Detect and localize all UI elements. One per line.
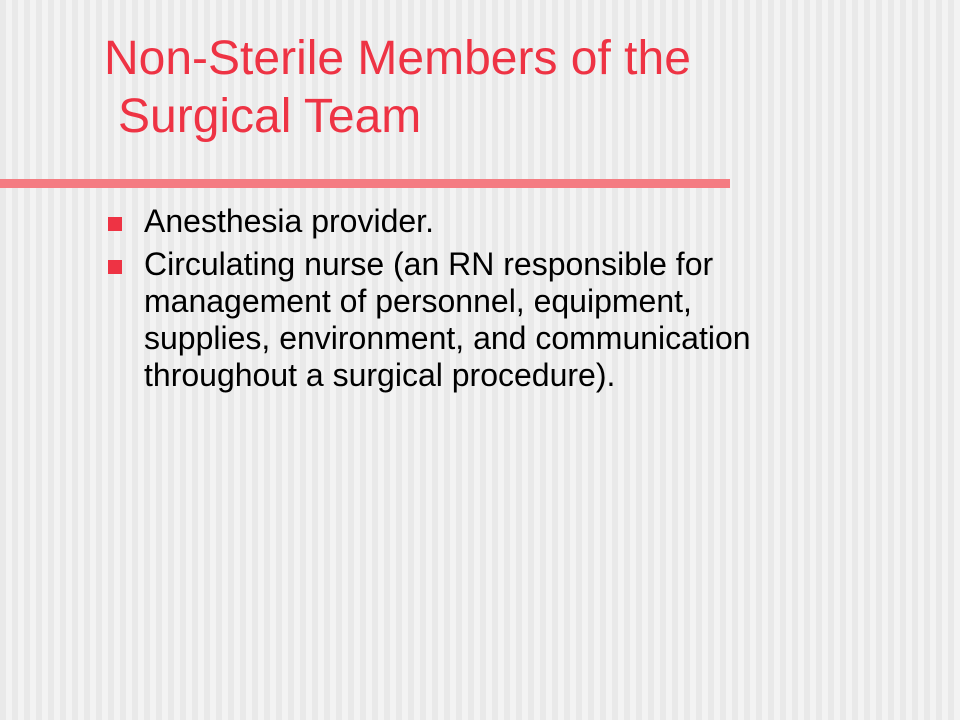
bullet-text-line: Anesthesia provider. bbox=[144, 203, 434, 239]
bullet-list bbox=[108, 203, 888, 400]
title-underline-rule bbox=[0, 179, 730, 188]
slide-title-line-2: Surgical Team bbox=[118, 90, 422, 143]
square-bullet-icon bbox=[108, 260, 122, 274]
bullet-item-circulating-nurse bbox=[108, 246, 888, 394]
slide-title-line-1: Non-Sterile Members of the bbox=[104, 32, 691, 85]
square-bullet-icon bbox=[108, 217, 122, 231]
bullet-item-anesthesia-provider bbox=[108, 203, 888, 240]
slide-title bbox=[104, 30, 904, 146]
bullet-text-line: Circulating nurse (an RN responsible for bbox=[144, 246, 714, 282]
bullet-text-line: management of personnel, equipment, bbox=[144, 283, 692, 319]
bullet-text-line: supplies, environment, and communication bbox=[144, 320, 751, 356]
bullet-text-line: throughout a surgical procedure). bbox=[144, 357, 616, 393]
